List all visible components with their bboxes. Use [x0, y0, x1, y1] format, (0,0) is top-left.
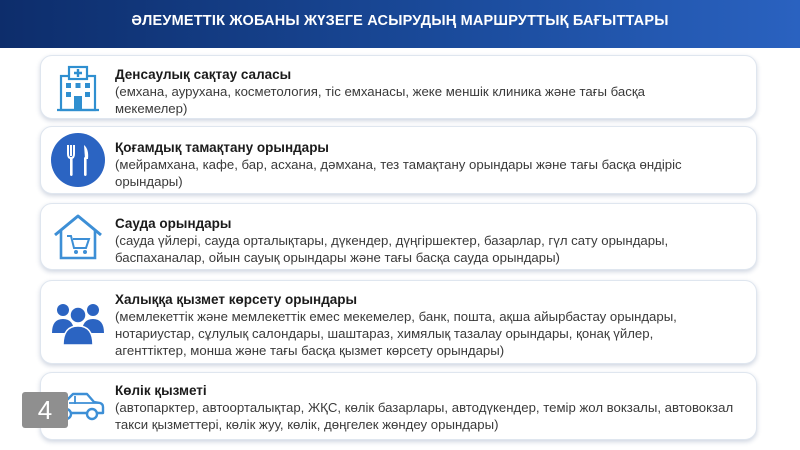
card-title: Сауда орындары	[115, 216, 232, 231]
card-desc-line: (мейрамхана, кафе, бар, асхана, дәмхана, тез тамақтану орындары және тағы басқа өндіріс	[115, 157, 682, 172]
card-title: Халыққа қызмет көрсету орындары	[115, 292, 358, 307]
header-banner	[0, 0, 800, 48]
card-desc-line: баспаханалар, ойын сауық орындары және тағы басқа сауда орындары)	[115, 250, 560, 265]
card-text	[115, 291, 756, 359]
card-catering	[40, 126, 757, 194]
card-desc-line: агенттіктер, монша және тағы басқа қызмет көрсету орындары)	[115, 343, 505, 358]
card-desc-line: (сауда үйлері, сауда орталықтары, дүкендер, дүңгіршектер, базарлар, гүл сату орындары,	[115, 233, 669, 248]
card-transport	[40, 372, 757, 440]
card-title: Көлік қызметі	[115, 383, 207, 398]
card-desc-line: (мемлекеттік және мемлекеттік емес мекемелер, банк, пошта, ақша айырбастау орындары,	[115, 309, 677, 324]
card-public-services	[40, 280, 757, 364]
people-group-icon	[49, 293, 107, 351]
card-title: Денсаулық сақтау саласы	[115, 67, 292, 82]
card-desc-line: нотариустар, сұлулық салондары, шаштараз, химялық тазалау орындары, қонақ үйлер,	[115, 326, 654, 341]
card-desc-line: (автопарктер, автоорталықтар, ЖҚС, көлік базарлары, автодүкендер, темір жол вокзалы, автовокзал	[115, 400, 734, 415]
card-title: Қоғамдық тамақтану орындары	[115, 140, 329, 155]
hospital-icon	[49, 59, 107, 117]
page-title: ӘЛЕУМЕТТІК ЖОБАНЫ ЖҮЗЕГЕ АСЫРУДЫҢ МАРШРУТТЫҚ БАҒЫТТАРЫ	[131, 13, 669, 29]
card-desc-line: такси қызметтері, көлік жуу, көлік, дөңгелек жөндеу орындары)	[115, 417, 499, 432]
card-text	[115, 215, 756, 266]
card-desc-line: орындары)	[115, 174, 183, 189]
card-text	[115, 382, 756, 433]
card-desc-line: мекемелер)	[115, 101, 188, 116]
fork-knife-icon	[49, 131, 107, 189]
page-number-badge: 4	[22, 392, 68, 428]
card-healthcare	[40, 55, 757, 119]
card-trade	[40, 203, 757, 270]
card-desc-line: (емхана, аурухана, косметология, тіс емханасы, жеке меншік клиника және тағы басқа	[115, 84, 645, 99]
card-text	[115, 139, 756, 190]
shop-cart-icon	[49, 208, 107, 266]
card-text	[115, 66, 756, 117]
